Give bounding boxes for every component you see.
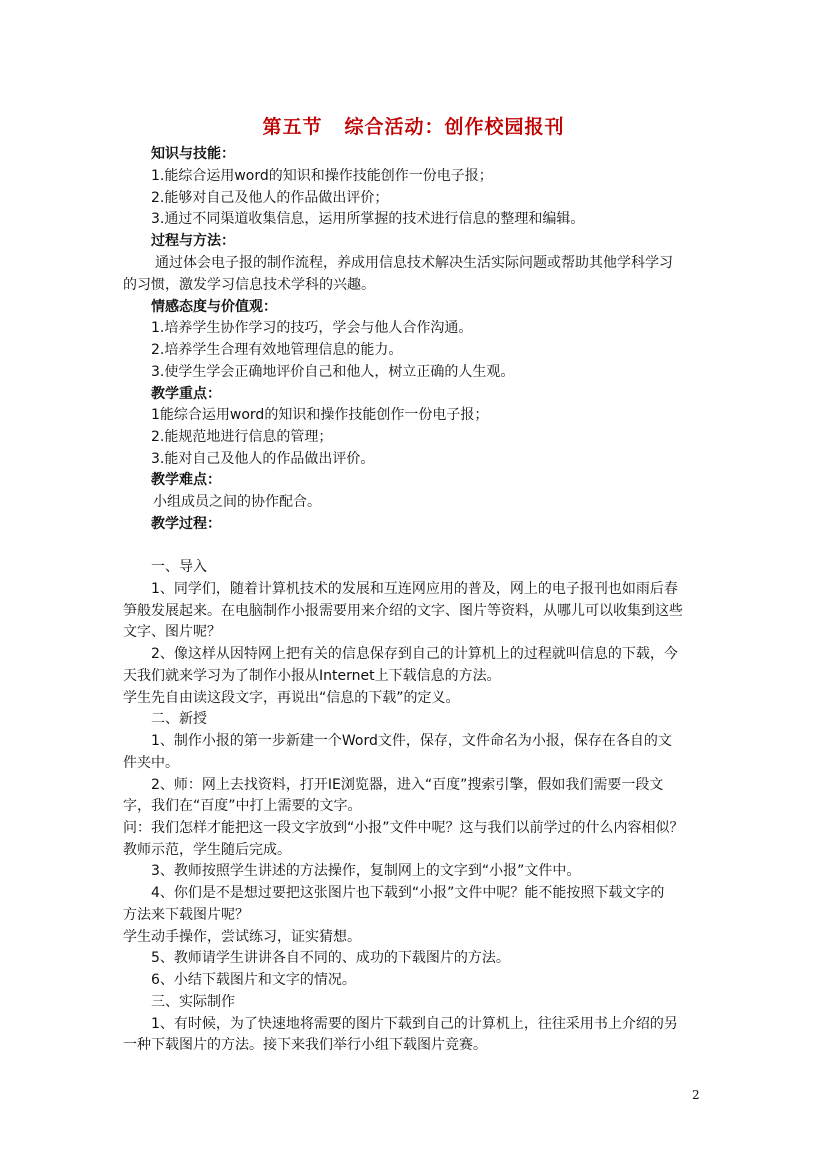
- text-line: 方法来下载图片呢？: [123, 907, 249, 923]
- text-line: 通过体会电子报的制作流程，养成用信息技术解决生活实际问题或帮助其他学科学习: [155, 255, 673, 271]
- page-number: 2: [692, 1088, 700, 1102]
- text-line: 1、有时候，为了快速地将需要的图片下载到自己的计算机上，往往采用书上介绍的另: [151, 1016, 678, 1032]
- text-line: 2、像这样从因特网上把有关的信息保存到自己的计算机上的过程就叫信息的下载，今: [151, 646, 678, 662]
- heading-difficulties: 教学难点：: [151, 472, 221, 488]
- text-line: 5、教师请学生讲讲各自不同的、成功的下载图片的方法。: [151, 950, 510, 966]
- text-line: 2.能规范地进行信息的管理；: [151, 429, 333, 445]
- text-line: 1.能综合运用word的知识和操作技能创作一份电子报；: [151, 168, 493, 184]
- text-line: 三、实际制作: [151, 994, 235, 1010]
- text-line: 件夹中。: [123, 755, 179, 771]
- text-line: 6、小结下载图片和文字的情况。: [151, 972, 356, 988]
- text-line: 笋般发展起来。在电脑制作小报需要用来介绍的文字、图片等资料，从哪儿可以收集到这些: [123, 603, 683, 619]
- text-line: 的习惯，激发学习信息技术学科的兴趣。: [123, 277, 375, 293]
- text-line: 学生动手操作，尝试练习，证实猜想。: [123, 929, 361, 945]
- heading-knowledge: 知识与技能：: [151, 146, 235, 162]
- text-line: 1能综合运用word的知识和操作技能创作一份电子报；: [151, 407, 489, 423]
- text-line: 3.能对自己及他人的作品做出评价。: [151, 451, 375, 467]
- heading-attitude: 情感态度与价值观：: [151, 299, 277, 315]
- text-line: 4、你们是不是想过要把这张图片也下载到“小报”文件中呢？能不能按照下载文字的: [151, 885, 665, 901]
- text-line: 学生先自由读这段文字，再说出“信息的下载”的定义。: [123, 690, 460, 706]
- text-line: 一种下载图片的方法。接下来我们举行小组下载图片竞赛。: [123, 1037, 487, 1053]
- heading-process: 过程与方法：: [151, 233, 235, 249]
- text-line: 一、导入: [151, 559, 207, 575]
- text-line: 字，我们在“百度”中打上需要的文字。: [123, 798, 362, 814]
- text-line: 3、教师按照学生讲述的方法操作，复制网上的文字到“小报”文件中。: [151, 863, 581, 879]
- heading-key-points: 教学重点：: [151, 386, 221, 402]
- text-line: 1、制作小报的第一步新建一个Word文件，保存，文件命名为小报，保存在各自的文: [151, 733, 672, 749]
- text-line: 1.培养学生协作学习的技巧，学会与他人合作沟通。: [151, 320, 473, 336]
- text-line: 2.培养学生合理有效地管理信息的能力。: [151, 342, 403, 358]
- text-line: 文字、图片呢？: [123, 624, 221, 640]
- text-line: 小组成员之间的协作配合。: [153, 494, 321, 510]
- text-line: 2、师：网上去找资料，打开IE浏览器，进入“百度”搜索引擎，假如我们需要一段文: [151, 777, 664, 793]
- title-section: 第五节: [262, 116, 323, 138]
- text-line: 教师示范，学生随后完成。: [123, 842, 291, 858]
- text-line: 问：我们怎样才能把这一段文字放到“小报”文件中呢？这与我们以前学过的什么内容相似？: [123, 820, 684, 836]
- heading-teaching-process: 教学过程：: [151, 516, 221, 532]
- title-topic: 综合活动：创作校园报刊: [344, 116, 565, 138]
- text-line: 1、同学们，随着计算机技术的发展和互连网应用的普及，网上的电子报刊也如雨后春: [151, 581, 678, 597]
- text-line: 3.通过不同渠道收集信息，运用所掌握的技术进行信息的整理和编辑。: [151, 211, 585, 227]
- page-title: [0, 112, 827, 139]
- text-line: 2.能够对自己及他人的作品做出评价；: [151, 190, 389, 206]
- text-line: 天我们就来学习为了制作小报从Internet上下载信息的方法。: [123, 668, 501, 684]
- text-line: 二、新授: [151, 711, 207, 727]
- text-line: 3.使学生学会正确地评价自己和他人，树立正确的人生观。: [151, 364, 515, 380]
